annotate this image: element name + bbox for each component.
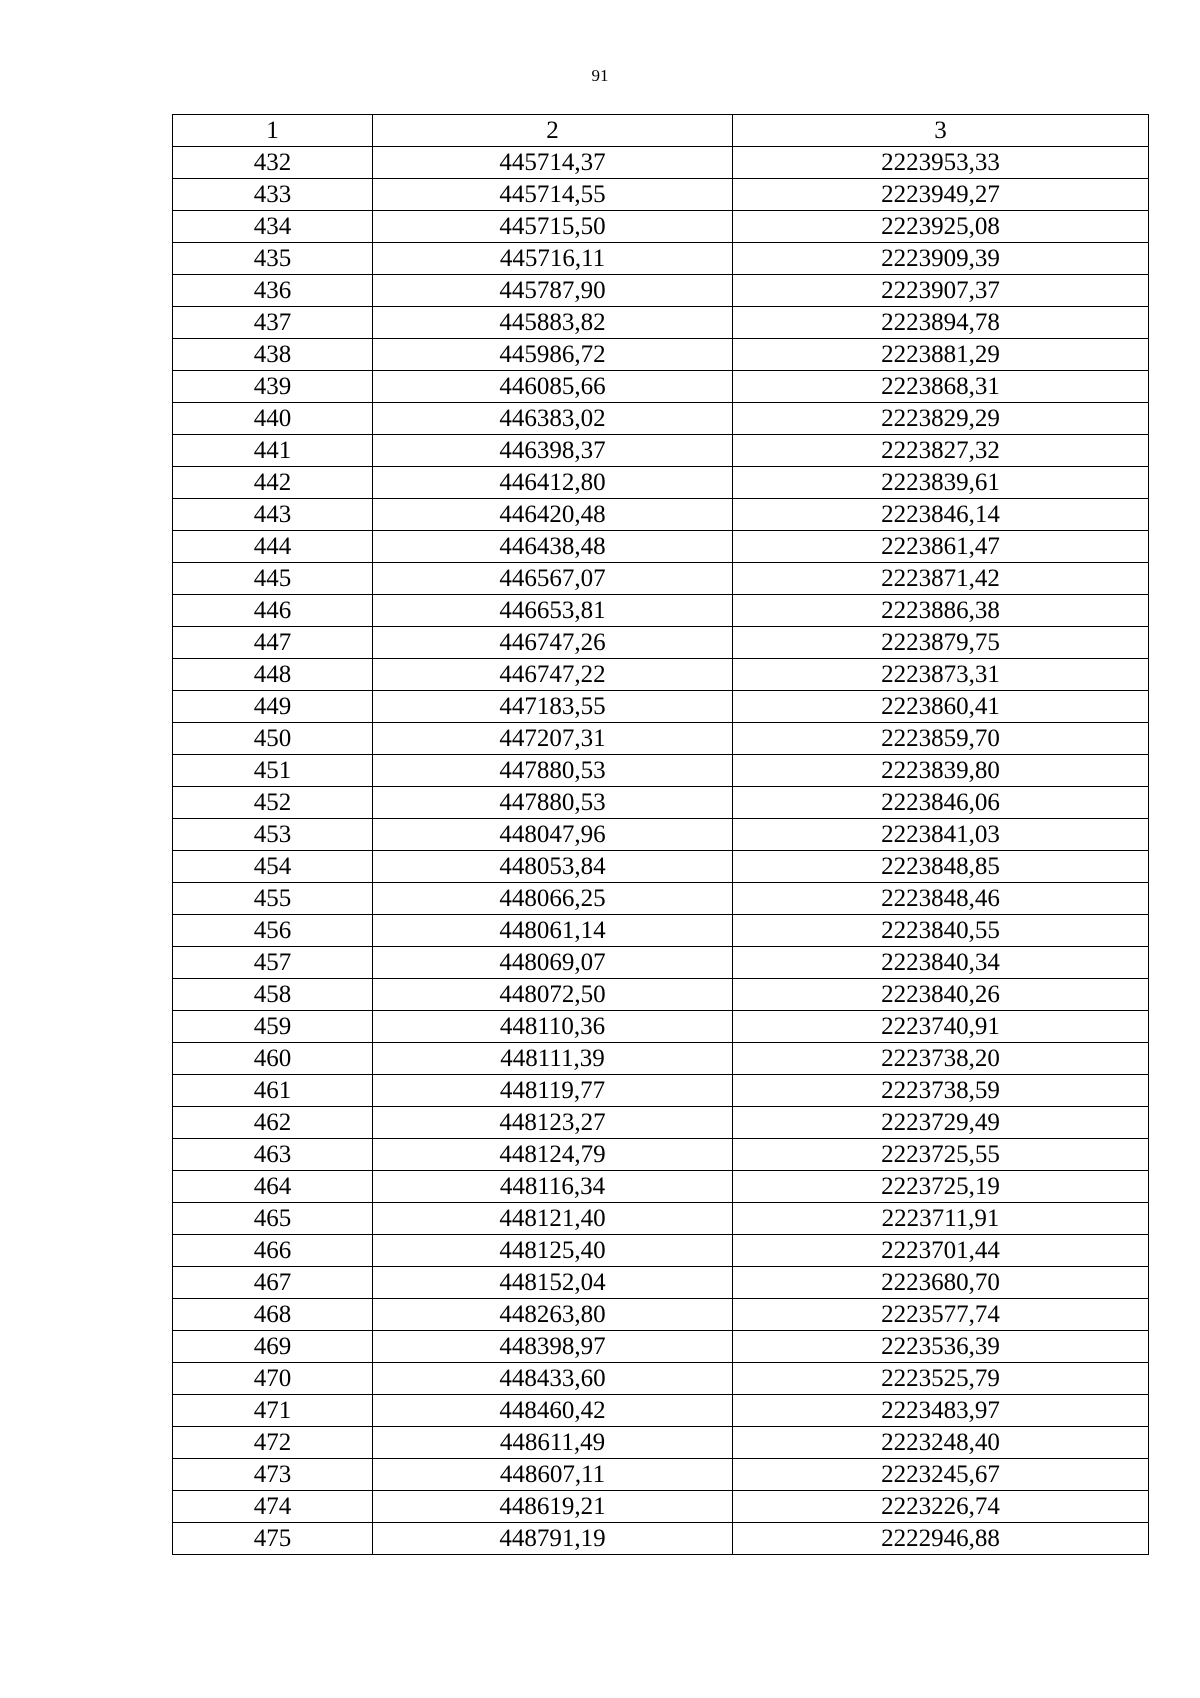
y-coordinate-cell: 2223483,97 bbox=[733, 1395, 1149, 1427]
table-row bbox=[173, 563, 1149, 595]
x-coordinate-cell: 448116,34 bbox=[373, 1171, 733, 1203]
y-coordinate-cell: 2223859,70 bbox=[733, 723, 1149, 755]
x-coordinate-cell: 447183,55 bbox=[373, 691, 733, 723]
point-number-cell: 448 bbox=[173, 659, 373, 691]
table-row bbox=[173, 755, 1149, 787]
x-coordinate-cell: 445714,55 bbox=[373, 179, 733, 211]
x-coordinate-cell: 445883,82 bbox=[373, 307, 733, 339]
table-row bbox=[173, 1075, 1149, 1107]
point-number-cell: 475 bbox=[173, 1523, 373, 1555]
point-number-cell: 465 bbox=[173, 1203, 373, 1235]
table-row bbox=[173, 1171, 1149, 1203]
y-coordinate-cell: 2223725,55 bbox=[733, 1139, 1149, 1171]
table-row bbox=[173, 179, 1149, 211]
y-coordinate-cell: 2223841,03 bbox=[733, 819, 1149, 851]
x-coordinate-cell: 448053,84 bbox=[373, 851, 733, 883]
point-number-cell: 454 bbox=[173, 851, 373, 883]
point-number-cell: 439 bbox=[173, 371, 373, 403]
x-coordinate-cell: 448398,97 bbox=[373, 1331, 733, 1363]
table-row bbox=[173, 531, 1149, 563]
table-row bbox=[173, 371, 1149, 403]
x-coordinate-cell: 446653,81 bbox=[373, 595, 733, 627]
point-number-cell: 466 bbox=[173, 1235, 373, 1267]
table-row bbox=[173, 1267, 1149, 1299]
point-number-cell: 472 bbox=[173, 1427, 373, 1459]
x-coordinate-cell: 448263,80 bbox=[373, 1299, 733, 1331]
point-number-cell: 451 bbox=[173, 755, 373, 787]
point-number-cell: 458 bbox=[173, 979, 373, 1011]
x-coordinate-cell: 448460,42 bbox=[373, 1395, 733, 1427]
y-coordinate-cell: 2223868,31 bbox=[733, 371, 1149, 403]
x-coordinate-cell: 448069,07 bbox=[373, 947, 733, 979]
table-row bbox=[173, 979, 1149, 1011]
x-coordinate-cell: 448619,21 bbox=[373, 1491, 733, 1523]
y-coordinate-cell: 2223536,39 bbox=[733, 1331, 1149, 1363]
point-number-cell: 459 bbox=[173, 1011, 373, 1043]
y-coordinate-cell: 2223738,20 bbox=[733, 1043, 1149, 1075]
table-row bbox=[173, 435, 1149, 467]
point-number-cell: 444 bbox=[173, 531, 373, 563]
point-number-cell: 433 bbox=[173, 179, 373, 211]
header-cell-3: 3 bbox=[733, 115, 1149, 147]
point-number-cell: 453 bbox=[173, 819, 373, 851]
x-coordinate-cell: 448124,79 bbox=[373, 1139, 733, 1171]
point-number-cell: 434 bbox=[173, 211, 373, 243]
point-number-cell: 443 bbox=[173, 499, 373, 531]
point-number-cell: 464 bbox=[173, 1171, 373, 1203]
point-number-cell: 456 bbox=[173, 915, 373, 947]
point-number-cell: 467 bbox=[173, 1267, 373, 1299]
y-coordinate-cell: 2223881,29 bbox=[733, 339, 1149, 371]
table-row bbox=[173, 1299, 1149, 1331]
table-row bbox=[173, 915, 1149, 947]
point-number-cell: 440 bbox=[173, 403, 373, 435]
point-number-cell: 473 bbox=[173, 1459, 373, 1491]
x-coordinate-cell: 446747,22 bbox=[373, 659, 733, 691]
y-coordinate-cell: 2223248,40 bbox=[733, 1427, 1149, 1459]
table-row bbox=[173, 819, 1149, 851]
point-number-cell: 436 bbox=[173, 275, 373, 307]
y-coordinate-cell: 2222946,88 bbox=[733, 1523, 1149, 1555]
table-row bbox=[173, 1011, 1149, 1043]
x-coordinate-cell: 446420,48 bbox=[373, 499, 733, 531]
table-row bbox=[173, 1235, 1149, 1267]
y-coordinate-cell: 2223879,75 bbox=[733, 627, 1149, 659]
table-row bbox=[173, 467, 1149, 499]
x-coordinate-cell: 445714,37 bbox=[373, 147, 733, 179]
y-coordinate-cell: 2223740,91 bbox=[733, 1011, 1149, 1043]
x-coordinate-cell: 446567,07 bbox=[373, 563, 733, 595]
x-coordinate-cell: 447880,53 bbox=[373, 787, 733, 819]
y-coordinate-cell: 2223711,91 bbox=[733, 1203, 1149, 1235]
table-row bbox=[173, 851, 1149, 883]
point-number-cell: 463 bbox=[173, 1139, 373, 1171]
table-row bbox=[173, 595, 1149, 627]
y-coordinate-cell: 2223861,47 bbox=[733, 531, 1149, 563]
table-row bbox=[173, 1331, 1149, 1363]
table-row bbox=[173, 1491, 1149, 1523]
table-row bbox=[173, 659, 1149, 691]
point-number-cell: 435 bbox=[173, 243, 373, 275]
y-coordinate-cell: 2223827,32 bbox=[733, 435, 1149, 467]
table-row bbox=[173, 275, 1149, 307]
y-coordinate-cell: 2223226,74 bbox=[733, 1491, 1149, 1523]
point-number-cell: 450 bbox=[173, 723, 373, 755]
table-row bbox=[173, 1395, 1149, 1427]
y-coordinate-cell: 2223873,31 bbox=[733, 659, 1149, 691]
point-number-cell: 438 bbox=[173, 339, 373, 371]
table-row bbox=[173, 691, 1149, 723]
x-coordinate-cell: 448111,39 bbox=[373, 1043, 733, 1075]
x-coordinate-cell: 446412,80 bbox=[373, 467, 733, 499]
table-row bbox=[173, 1139, 1149, 1171]
x-coordinate-cell: 447207,31 bbox=[373, 723, 733, 755]
x-coordinate-cell: 446438,48 bbox=[373, 531, 733, 563]
x-coordinate-cell: 448066,25 bbox=[373, 883, 733, 915]
table-row bbox=[173, 723, 1149, 755]
table-row bbox=[173, 403, 1149, 435]
point-number-cell: 449 bbox=[173, 691, 373, 723]
table-row bbox=[173, 883, 1149, 915]
header-cell-1: 1 bbox=[173, 115, 373, 147]
y-coordinate-cell: 2223846,14 bbox=[733, 499, 1149, 531]
x-coordinate-cell: 445986,72 bbox=[373, 339, 733, 371]
y-coordinate-cell: 2223729,49 bbox=[733, 1107, 1149, 1139]
point-number-cell: 437 bbox=[173, 307, 373, 339]
y-coordinate-cell: 2223577,74 bbox=[733, 1299, 1149, 1331]
point-number-cell: 445 bbox=[173, 563, 373, 595]
point-number-cell: 461 bbox=[173, 1075, 373, 1107]
y-coordinate-cell: 2223245,67 bbox=[733, 1459, 1149, 1491]
y-coordinate-cell: 2223846,06 bbox=[733, 787, 1149, 819]
point-number-cell: 447 bbox=[173, 627, 373, 659]
table-row bbox=[173, 1523, 1149, 1555]
y-coordinate-cell: 2223894,78 bbox=[733, 307, 1149, 339]
point-number-cell: 442 bbox=[173, 467, 373, 499]
table-row bbox=[173, 787, 1149, 819]
y-coordinate-cell: 2223725,19 bbox=[733, 1171, 1149, 1203]
table-row bbox=[173, 499, 1149, 531]
y-coordinate-cell: 2223701,44 bbox=[733, 1235, 1149, 1267]
point-number-cell: 446 bbox=[173, 595, 373, 627]
y-coordinate-cell: 2223886,38 bbox=[733, 595, 1149, 627]
table-row bbox=[173, 1459, 1149, 1491]
x-coordinate-cell: 447880,53 bbox=[373, 755, 733, 787]
table-row bbox=[173, 627, 1149, 659]
y-coordinate-cell: 2223871,42 bbox=[733, 563, 1149, 595]
table-row bbox=[173, 1107, 1149, 1139]
x-coordinate-cell: 446398,37 bbox=[373, 435, 733, 467]
y-coordinate-cell: 2223840,26 bbox=[733, 979, 1149, 1011]
point-number-cell: 471 bbox=[173, 1395, 373, 1427]
y-coordinate-cell: 2223953,33 bbox=[733, 147, 1149, 179]
y-coordinate-cell: 2223840,34 bbox=[733, 947, 1149, 979]
y-coordinate-cell: 2223839,80 bbox=[733, 755, 1149, 787]
table-row bbox=[173, 1427, 1149, 1459]
point-number-cell: 474 bbox=[173, 1491, 373, 1523]
x-coordinate-cell: 448119,77 bbox=[373, 1075, 733, 1107]
point-number-cell: 432 bbox=[173, 147, 373, 179]
x-coordinate-cell: 446085,66 bbox=[373, 371, 733, 403]
point-number-cell: 455 bbox=[173, 883, 373, 915]
y-coordinate-cell: 2223839,61 bbox=[733, 467, 1149, 499]
y-coordinate-cell: 2223848,46 bbox=[733, 883, 1149, 915]
table-row bbox=[173, 947, 1149, 979]
table-row bbox=[173, 1363, 1149, 1395]
x-coordinate-cell: 448611,49 bbox=[373, 1427, 733, 1459]
x-coordinate-cell: 448047,96 bbox=[373, 819, 733, 851]
header-cell-2: 2 bbox=[373, 115, 733, 147]
x-coordinate-cell: 448121,40 bbox=[373, 1203, 733, 1235]
table-row bbox=[173, 147, 1149, 179]
x-coordinate-cell: 448123,27 bbox=[373, 1107, 733, 1139]
y-coordinate-cell: 2223909,39 bbox=[733, 243, 1149, 275]
x-coordinate-cell: 448072,50 bbox=[373, 979, 733, 1011]
y-coordinate-cell: 2223525,79 bbox=[733, 1363, 1149, 1395]
x-coordinate-cell: 448110,36 bbox=[373, 1011, 733, 1043]
point-number-cell: 457 bbox=[173, 947, 373, 979]
table-row bbox=[173, 1203, 1149, 1235]
x-coordinate-cell: 448791,19 bbox=[373, 1523, 733, 1555]
x-coordinate-cell: 448125,40 bbox=[373, 1235, 733, 1267]
x-coordinate-cell: 448607,11 bbox=[373, 1459, 733, 1491]
x-coordinate-cell: 445715,50 bbox=[373, 211, 733, 243]
table-row bbox=[173, 339, 1149, 371]
x-coordinate-cell: 445716,11 bbox=[373, 243, 733, 275]
point-number-cell: 460 bbox=[173, 1043, 373, 1075]
y-coordinate-cell: 2223848,85 bbox=[733, 851, 1149, 883]
x-coordinate-cell: 448061,14 bbox=[373, 915, 733, 947]
table-body bbox=[173, 147, 1149, 1555]
y-coordinate-cell: 2223860,41 bbox=[733, 691, 1149, 723]
point-number-cell: 452 bbox=[173, 787, 373, 819]
y-coordinate-cell: 2223949,27 bbox=[733, 179, 1149, 211]
x-coordinate-cell: 448152,04 bbox=[373, 1267, 733, 1299]
x-coordinate-cell: 445787,90 bbox=[373, 275, 733, 307]
table-header-row bbox=[173, 115, 1149, 147]
y-coordinate-cell: 2223738,59 bbox=[733, 1075, 1149, 1107]
y-coordinate-cell: 2223680,70 bbox=[733, 1267, 1149, 1299]
x-coordinate-cell: 446383,02 bbox=[373, 403, 733, 435]
page-number: 91 bbox=[591, 66, 609, 85]
point-number-cell: 470 bbox=[173, 1363, 373, 1395]
y-coordinate-cell: 2223829,29 bbox=[733, 403, 1149, 435]
y-coordinate-cell: 2223907,37 bbox=[733, 275, 1149, 307]
table-row bbox=[173, 1043, 1149, 1075]
table-row bbox=[173, 243, 1149, 275]
y-coordinate-cell: 2223840,55 bbox=[733, 915, 1149, 947]
x-coordinate-cell: 446747,26 bbox=[373, 627, 733, 659]
point-number-cell: 462 bbox=[173, 1107, 373, 1139]
table-row bbox=[173, 211, 1149, 243]
table-row bbox=[173, 307, 1149, 339]
point-number-cell: 441 bbox=[173, 435, 373, 467]
y-coordinate-cell: 2223925,08 bbox=[733, 211, 1149, 243]
point-number-cell: 469 bbox=[173, 1331, 373, 1363]
coordinates-table bbox=[172, 114, 1149, 1555]
point-number-cell: 468 bbox=[173, 1299, 373, 1331]
x-coordinate-cell: 448433,60 bbox=[373, 1363, 733, 1395]
